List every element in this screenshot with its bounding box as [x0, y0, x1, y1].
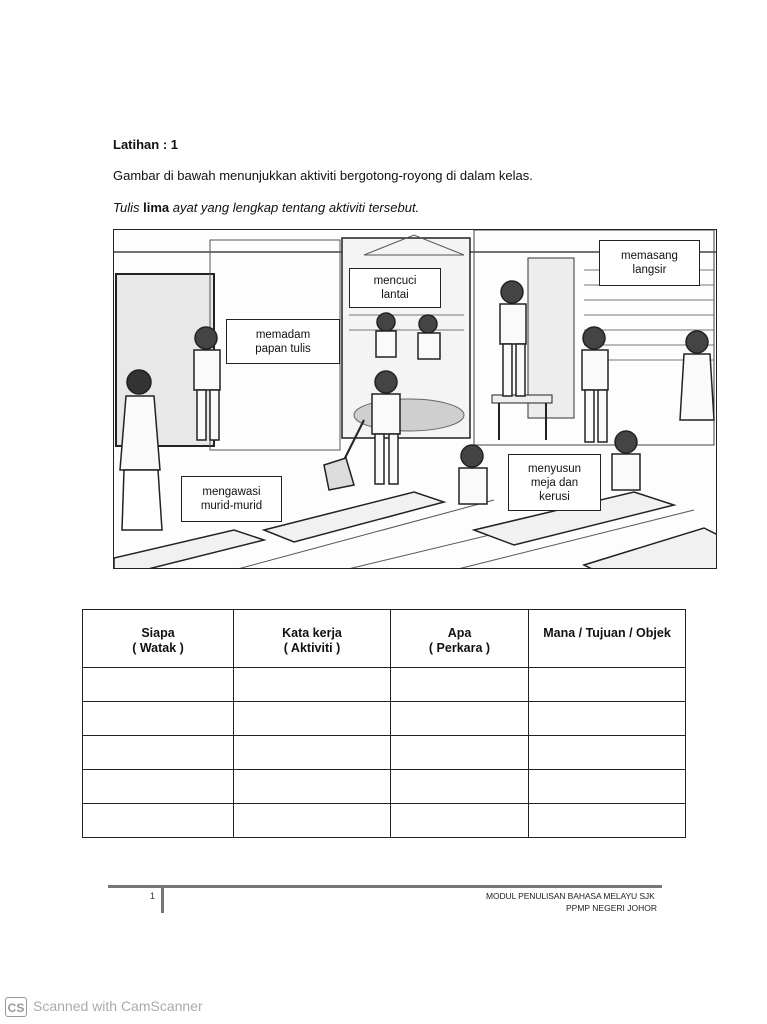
table-cell[interactable]: [391, 804, 529, 838]
callout-memasang: [599, 240, 700, 286]
table-cell[interactable]: [83, 770, 234, 804]
table-cell[interactable]: [234, 736, 391, 770]
callout-line: papan tulis: [255, 342, 311, 355]
answer-table: [82, 609, 686, 838]
table-row: [83, 736, 686, 770]
callout-line: langsir: [632, 264, 667, 276]
callout-mencuci: [349, 268, 441, 308]
table-cell[interactable]: [234, 668, 391, 702]
table-row: [83, 804, 686, 838]
camscanner-logo: CS: [5, 997, 27, 1017]
table-cell[interactable]: [234, 804, 391, 838]
table-cell[interactable]: [529, 804, 686, 838]
intro-text: Gambar di bawah menunjukkan aktiviti bergotong-royong di dalam kelas.: [113, 168, 533, 183]
callout-line: lantai: [381, 289, 409, 301]
callout-line: kerusi: [539, 490, 570, 503]
exercise-heading: Latihan : 1: [113, 137, 179, 152]
callout-line: memasang: [621, 250, 678, 262]
table-row: [83, 702, 686, 736]
callout-line: murid-murid: [200, 500, 263, 512]
header-apa: Apa ( Perkara ): [391, 610, 529, 668]
table-cell[interactable]: [529, 736, 686, 770]
callout-line: mencuci: [373, 275, 417, 287]
table-cell[interactable]: [529, 668, 686, 702]
instruction-bold: lima: [143, 200, 170, 215]
table-cell[interactable]: [83, 668, 234, 702]
table-cell[interactable]: [391, 702, 529, 736]
pupil-head: [195, 327, 217, 349]
table-cell[interactable]: [234, 702, 391, 736]
classroom-illustration: [113, 229, 717, 569]
page-number: 1: [150, 891, 156, 901]
camscanner-watermark-text: Scanned with CamScanner: [33, 998, 203, 1014]
header-mana: Mana / Tujuan / Objek: [529, 610, 686, 668]
table-row: [83, 668, 686, 702]
instruction-pre: Tulis: [113, 200, 144, 215]
callout-line: memadam: [255, 328, 311, 341]
curtain: [528, 258, 574, 418]
instruction-post: ayat yang lengkap tentang aktiviti tersebut.: [169, 200, 420, 215]
table-cell[interactable]: [83, 702, 234, 736]
table-cell[interactable]: [83, 736, 234, 770]
callout-line: menyusun: [527, 462, 582, 475]
callout-line: meja dan: [530, 476, 579, 489]
table-cell[interactable]: [391, 668, 529, 702]
table-cell[interactable]: [234, 770, 391, 804]
table-header-row: [83, 610, 686, 668]
table-cell[interactable]: [391, 770, 529, 804]
table-cell[interactable]: [529, 770, 686, 804]
teacher-skirt: [122, 470, 162, 530]
floor-puddle: [354, 399, 464, 431]
callout-memadam: [226, 319, 340, 364]
table-row: [83, 770, 686, 804]
instruction-text: [113, 200, 419, 215]
teacher-head: [127, 370, 151, 394]
table-cell[interactable]: [529, 702, 686, 736]
table-cell[interactable]: [391, 736, 529, 770]
table-cell[interactable]: [83, 804, 234, 838]
callout-menyusun: [508, 454, 601, 511]
footer-organisation: PPMP NEGERI JOHOR: [566, 903, 657, 913]
footer-module-title: MODUL PENULISAN BAHASA MELAYU SJK: [486, 891, 655, 901]
callout-mengawasi: [181, 476, 282, 522]
header-kata-kerja: Kata kerja ( Aktiviti ): [234, 610, 391, 668]
pupil-body: [194, 350, 220, 390]
footer-divider: [161, 886, 164, 913]
callout-line: mengawasi: [202, 486, 261, 498]
header-siapa: Siapa ( Watak ): [83, 610, 234, 668]
footer-rule: [108, 885, 662, 888]
teacher-body: [120, 396, 160, 470]
